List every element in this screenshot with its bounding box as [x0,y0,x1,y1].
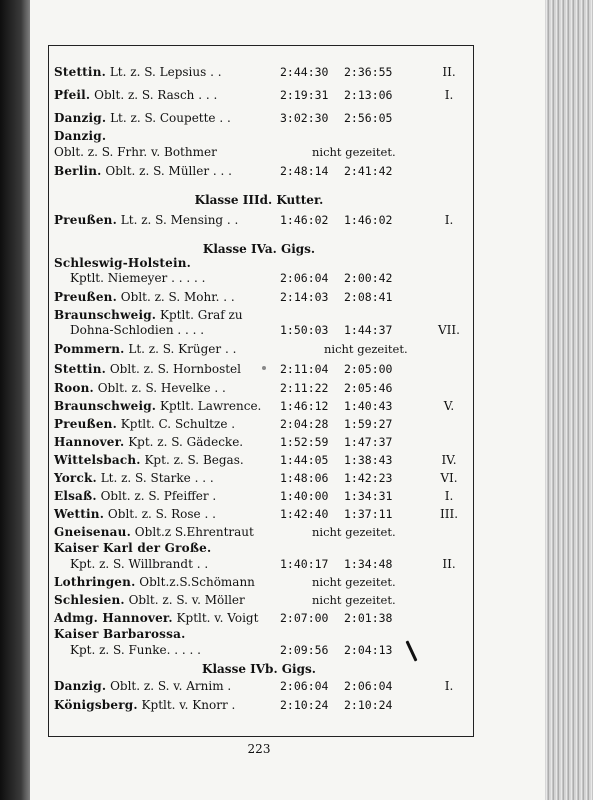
ship-name: Pfeil. [54,88,91,102]
time-corrected: 1:38:43 [344,453,393,467]
ship-name: Lothringen. [54,575,136,589]
page-edges [545,0,593,800]
result-row [54,506,464,523]
time-raw: 1:46:02 [280,213,329,227]
crew-leader: Kpt. z. S. Funke. . . . . [70,643,201,657]
result-row [54,678,464,695]
crew-leader: Lt. z. S. Mensing . . [120,213,239,227]
time-raw: 2:44:30 [280,65,329,79]
crew-leader: Lt. z. S. Lepsius . . [109,65,222,79]
crew-leader: Kpt. z. S. Begas. [144,453,244,467]
time-raw: 1:52:59 [280,435,329,449]
time-raw: 2:11:04 [280,362,329,376]
ship-name: Preußen. [54,213,117,227]
time-raw: 1:46:12 [280,399,329,413]
crew-leader: Oblt. z. S. Müller . . . [105,164,232,178]
placing: II. [442,65,456,79]
ship-name: Stettin. [54,362,106,376]
ship-name: Gneisenau. [54,525,131,539]
result-row [54,488,464,505]
time-corrected: 1:46:02 [344,213,393,227]
class-heading: Klasse IVb. Gigs. [202,662,316,676]
result-row [54,341,464,358]
result-row [54,610,464,627]
not-timed-note: nicht gezeitet. [312,575,396,589]
result-row [54,556,464,573]
result-row [54,380,464,397]
crew-leader: Kptlt. v. Knorr . [141,698,236,712]
crew-leader: Lt. z. S. Coupette . . [110,111,231,125]
not-timed-note: nicht gezeitet. [324,342,408,356]
placing: I. [444,679,454,693]
time-corrected: 1:44:37 [344,323,393,337]
result-row [54,212,464,229]
crew-leader: Lt. z. S. Starke . . . [100,471,214,485]
crew-leader: Kpt. z. S. Gädecke. [128,435,244,449]
crew-leader: Oblt. z. S. Hevelke . . [97,381,226,395]
time-corrected: 2:01:38 [344,611,393,625]
crew-leader: Kptlt. Lawrence. [160,399,262,413]
ship-name: Yorck. [54,471,97,485]
result-row [54,592,464,609]
ship-name: Pommern. [54,342,125,356]
time-raw: 2:11:22 [280,381,329,395]
placing: III. [439,507,459,521]
placing: I. [444,213,454,227]
ship-name: Braunschweig. [54,399,157,413]
ship-name: Hannover. [54,435,125,449]
ship-name: Wittelsbach. [54,453,141,467]
result-row [54,540,464,557]
time-raw: 2:19:31 [280,88,329,102]
time-corrected: 2:41:42 [344,164,393,178]
time-raw: 1:40:00 [280,489,329,503]
crew-leader: Oblt. z. S. Hornbostel [109,362,241,376]
time-corrected: 2:36:55 [344,65,393,79]
crew-leader-cont: Dohna-Schlodien . . . . [70,323,205,337]
placing: VII. [438,323,460,337]
time-corrected: 2:04:13 [344,643,393,657]
result-row [54,642,464,659]
result-row [54,87,464,104]
time-raw: 2:10:24 [280,698,329,712]
ship-name: Berlin. [54,164,102,178]
result-row [54,64,464,81]
time-corrected: 2:05:46 [344,381,393,395]
result-row [54,361,464,378]
crew-leader: Kptlt. Niemeyer . . . . . [70,271,206,285]
result-row [54,434,464,451]
time-raw: 2:09:56 [280,643,329,657]
not-timed-note: nicht gezeitet. [312,593,396,607]
crew-leader: Oblt. z. S. Pfeiffer . [100,489,217,503]
crew-leader: Kpt. z. S. Willbrandt . . [70,557,209,571]
time-corrected: 1:47:37 [344,435,393,449]
ink-spot [262,366,266,370]
time-corrected: 1:37:11 [344,507,393,521]
crew-leader: Oblt. z. S. Mohr. . . [120,290,235,304]
ship-name: Kaiser Barbarossa. [54,627,186,641]
result-row [54,163,464,180]
time-corrected: 2:08:41 [344,290,393,304]
ship-name: Elsaß. [54,489,97,503]
crew-leader: Oblt.z.S.Schömann [139,575,255,589]
result-row [54,416,464,433]
ship-name: Danzig. [54,679,107,693]
result-row [54,524,464,541]
result-row [54,322,464,339]
time-raw: 1:50:03 [280,323,329,337]
crew-leader: Oblt. z. S. v. Arnim . [110,679,232,693]
time-corrected: 2:05:00 [344,362,393,376]
ship-name: Kaiser Karl der Große. [54,541,212,555]
placing: V. [443,399,455,413]
time-raw: 1:48:06 [280,471,329,485]
result-row [54,697,464,714]
crew-leader: Oblt. z. S. Frhr. v. Bothmer [54,145,217,159]
time-raw: 2:14:03 [280,290,329,304]
ship-name: Braunschweig. [54,308,157,322]
time-raw: 2:07:00 [280,611,329,625]
time-corrected: 2:00:42 [344,271,393,285]
ship-name: Admg. Hannover. [54,611,173,625]
time-corrected: 2:13:06 [344,88,393,102]
time-corrected: 1:34:31 [344,489,393,503]
ship-name: Schlesien. [54,593,125,607]
time-corrected: 1:42:23 [344,471,393,485]
placing: I. [444,88,454,102]
ship-name: Schleswig-Holstein. [54,256,192,270]
crew-leader: Lt. z. S. Krüger . . [128,342,237,356]
ship-name: Danzig. [54,111,107,125]
result-row [54,128,464,145]
class-heading: Klasse IIId. Kutter. [194,193,324,207]
crew-leader: Kptlt. C. Schultze . [120,417,236,431]
placing: II. [442,557,456,571]
ship-name: Danzig. [54,129,107,143]
time-raw: 2:04:28 [280,417,329,431]
result-row [54,110,464,127]
crew-leader: Oblt. z. S. Rose . . [107,507,216,521]
ship-name: Königsberg. [54,698,138,712]
result-row [54,470,464,487]
ship-name: Preußen. [54,290,117,304]
page-number: 223 [247,742,271,756]
time-corrected: 1:34:48 [344,557,393,571]
time-corrected: 1:59:27 [344,417,393,431]
crew-leader: Oblt.z S.Ehrentraut [134,525,254,539]
result-row [54,452,464,469]
result-row [54,626,464,643]
ship-name: Preußen. [54,417,117,431]
crew-leader: Oblt. z. S. Rasch . . . [94,88,218,102]
result-row [54,289,464,306]
time-raw: 1:44:05 [280,453,329,467]
ship-name: Stettin. [54,65,106,79]
ship-name: Roon. [54,381,94,395]
time-raw: 2:06:04 [280,679,329,693]
placing: VI. [440,471,458,485]
time-raw: 1:42:40 [280,507,329,521]
result-row [54,144,464,161]
time-raw: 2:06:04 [280,271,329,285]
time-corrected: 2:56:05 [344,111,393,125]
result-row [54,398,464,415]
crew-leader: Oblt. z. S. v. Möller [128,593,245,607]
placing: IV. [441,453,457,467]
time-raw: 2:48:14 [280,164,329,178]
not-timed-note: nicht gezeitet. [312,145,396,159]
ship-name: Wettin. [54,507,105,521]
time-corrected: 1:40:43 [344,399,393,413]
time-raw: 3:02:30 [280,111,329,125]
class-heading: Klasse IVa. Gigs. [202,242,316,256]
result-row [54,574,464,591]
crew-leader: Kptlt. Graf zu [160,308,243,322]
result-row [54,270,464,287]
placing: I. [444,489,454,503]
time-corrected: 2:10:24 [344,698,393,712]
crew-leader: Kptlt. v. Voigt [176,611,259,625]
time-raw: 1:40:17 [280,557,329,571]
not-timed-note: nicht gezeitet. [312,525,396,539]
time-corrected: 2:06:04 [344,679,393,693]
